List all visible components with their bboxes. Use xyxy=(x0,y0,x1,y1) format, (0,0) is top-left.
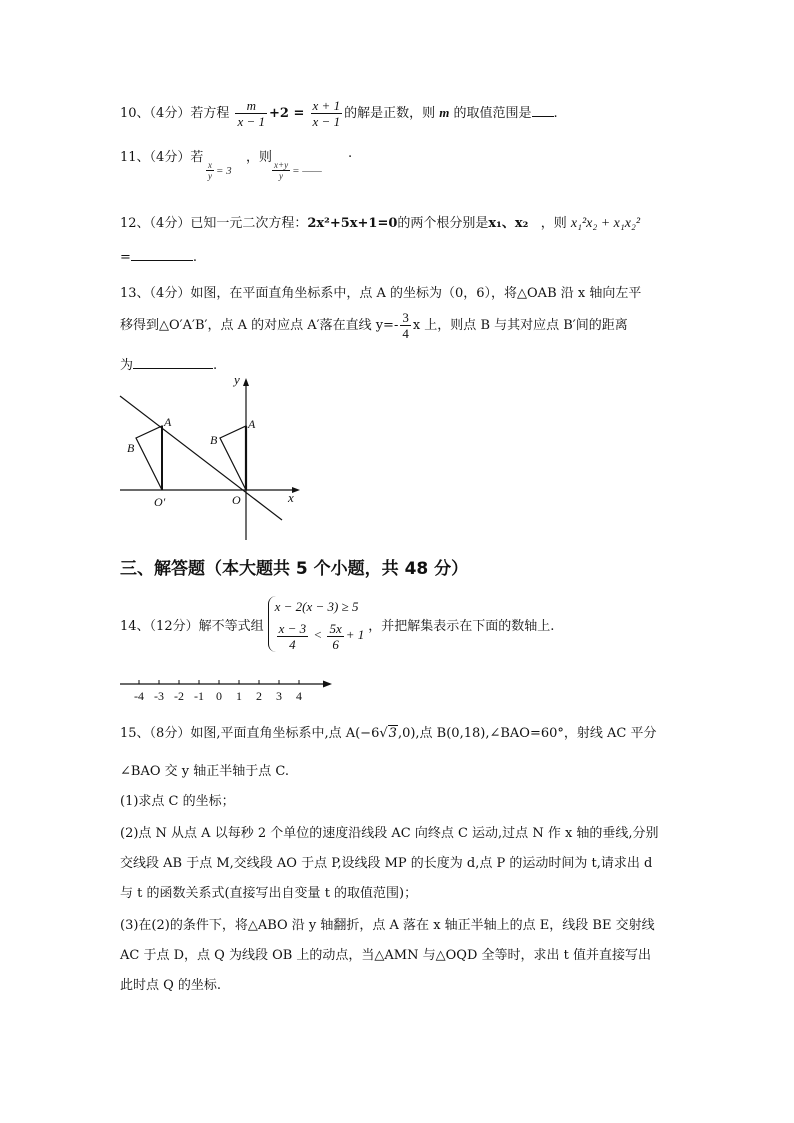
equals-sign: = xyxy=(120,250,131,265)
target-expression: x₁²x₂ + x₁x₂² xyxy=(570,216,641,231)
fraction-5x-over-6 xyxy=(327,621,343,652)
number-line-tick-label: -2 xyxy=(174,689,184,703)
fraction-denominator: x − 1 xyxy=(237,114,266,129)
plus-one: + 1 xyxy=(345,627,365,642)
number-line-tick-label: 1 xyxy=(236,689,242,703)
fraction-x-plus-1-over-x-minus-1 xyxy=(311,98,343,129)
o-prime-label: O′ xyxy=(154,495,166,509)
q11-condition-formula xyxy=(204,160,232,181)
inequality-2 xyxy=(275,618,365,652)
question-score: （12分） xyxy=(149,618,199,634)
inequality-1: x − 2(x − 3) ≥ 5 xyxy=(274,599,359,614)
question-12 xyxy=(120,212,640,232)
fraction-denominator: y xyxy=(279,171,284,181)
number-line-tick-label: 0 xyxy=(216,689,222,703)
question-text: 的解是正数，则 xyxy=(344,106,436,121)
question-13-line-3: 为 . xyxy=(120,358,218,373)
number-line-tick-label: -4 xyxy=(134,689,144,703)
fraction-m-over-x-minus-1 xyxy=(235,98,267,129)
question-text: x 上，则点 B 与其对应点 B′间的距离 xyxy=(412,318,628,333)
y-axis-label: y xyxy=(234,372,240,387)
question-15-part-1: (1)求点 C 的坐标； xyxy=(120,794,235,809)
fraction-x-minus-3-over-4 xyxy=(277,621,309,652)
q11-then: ，则 xyxy=(246,150,273,165)
fraction-x-plus-y-over-y xyxy=(272,160,290,181)
quadratic-equation: 2x²+5x+1=0 xyxy=(307,216,398,231)
question-10: 10、（4分）若方程 $\frac{m}{x - 1}$ +2 = $\frac{x + 1}{x - 1}$ 的解是正数，则 m 的取值范围是 . xyxy=(120,98,558,129)
question-text: 若方程 xyxy=(190,106,230,121)
question-text: 已知一元二次方程： xyxy=(190,216,308,231)
question-15-part-3-line-1: (3)在(2)的条件下，将△ABO 沿 y 轴翻折，点 A 落在 x 轴正半轴上的点 E，线段 BE 交射线 xyxy=(120,918,655,933)
fraction-denominator: x − 1 xyxy=(312,114,341,129)
number-line-tick-label: 4 xyxy=(296,689,302,703)
question-number: 11、 xyxy=(120,150,150,165)
fraction-denominator: 4 xyxy=(289,636,296,652)
question-text: 的取值范围是 xyxy=(453,106,532,121)
question-15-line-2: ∠BAO 交 y 轴正半轴于点 C. xyxy=(120,764,289,779)
a-label: A xyxy=(248,417,256,431)
q11-target-formula xyxy=(270,160,322,181)
figure-q13-coordinate-plane xyxy=(114,372,310,542)
roots: x₁、x₂ xyxy=(488,216,529,231)
fraction-numerator: 5x xyxy=(329,620,342,636)
sqrt-radicand: 3 xyxy=(388,726,397,741)
answer-blank xyxy=(133,368,213,369)
question-text: 解不等式组 xyxy=(198,618,264,634)
fraction-numerator: x − 3 xyxy=(278,620,307,636)
origin-label: O xyxy=(232,493,241,507)
fraction-numerator: x + 1 xyxy=(312,98,341,113)
question-text: ,0),点 B(0,18),∠BAO=60°，射线 AC 平分 xyxy=(397,726,657,741)
x-axis-label: x xyxy=(288,490,294,505)
inequality-system xyxy=(268,596,365,652)
question-score: （4分） xyxy=(149,150,191,165)
question-15-part-2-line-2: 交线段 AB 于点 M,交线段 AO 于点 P,设线段 MP 的长度为 d,点 P 的运动时间为 t,请求出 d xyxy=(120,856,653,871)
fraction-numerator: m xyxy=(235,98,267,114)
equals-blank: = —— xyxy=(292,165,322,177)
question-15-part-3-line-2: AC 于点 D，点 Q 为线段 OB 上的动点，当△AMN 与△OQD 全等时，求出 t 值并直接写出 xyxy=(120,948,651,963)
question-14-lead xyxy=(120,615,264,634)
question-text: 若 xyxy=(190,150,204,165)
variable-m: m xyxy=(439,105,450,120)
question-number: 10、 xyxy=(120,106,150,121)
question-text: 移得到△O′A′B′，点 A 的对应点 A′落在直线 y=- xyxy=(120,318,399,333)
question-15-part-2-line-1: (2)点 N 从点 A 以每秒 2 个单位的速度沿线段 AC 向终点 C 运动,过点 N 作 x 轴的垂线,分别 xyxy=(120,826,659,841)
question-number: 15、 xyxy=(120,726,150,741)
question-text: 如图,平面直角坐标系中,点 A(−6 xyxy=(190,726,380,741)
triangle-o-prime-a-prime-b-prime xyxy=(136,426,162,490)
fraction-denominator: y xyxy=(208,171,212,181)
question-15-line-1 xyxy=(120,722,656,741)
q12-answer-line: = . xyxy=(120,250,198,265)
sqrt-sign: √ xyxy=(379,726,388,741)
fraction-numerator: 3 xyxy=(402,310,409,325)
question-score: （4分） xyxy=(149,106,191,121)
question-score: （4分） xyxy=(149,216,191,231)
answer-blank xyxy=(131,260,193,261)
number-line-tick-label: -1 xyxy=(194,689,204,703)
q11-period: . xyxy=(348,146,353,161)
fraction-x-over-y xyxy=(206,160,214,181)
fraction-numerator: x xyxy=(208,160,212,170)
number-line-tick-label: -3 xyxy=(154,689,164,703)
question-text: 的两个根分别是 xyxy=(397,216,489,231)
fraction-denominator: 4 xyxy=(402,326,409,341)
question-14 xyxy=(120,596,554,652)
section-three-heading: 三、解答题（本大题共 5 个小题，共 48 分） xyxy=(120,559,469,579)
question-13-line-2 xyxy=(120,310,628,341)
equals-three: = 3 xyxy=(216,165,232,177)
line-y-equals-neg-three-quarters-x xyxy=(120,396,282,520)
question-text: ，并把解集表示在下面的数轴上. xyxy=(368,618,555,634)
less-than-sign: < xyxy=(313,627,323,642)
question-score: （8分） xyxy=(149,726,191,741)
number-line-tick-label: 3 xyxy=(276,689,282,703)
number-line-arrow-icon xyxy=(323,681,332,688)
fraction-numerator: x+y xyxy=(274,160,289,170)
b-label: B xyxy=(210,433,218,447)
question-text: 如图，在平面直角坐标系中，点 A 的坐标为（0，6），将△OAB 沿 x 轴向左平 xyxy=(190,286,642,301)
a-prime-label: A xyxy=(164,415,172,429)
number-line xyxy=(118,674,336,704)
question-15-part-2-line-3: 与 t 的函数关系式(直接写出自变量 t 的取值范围)； xyxy=(120,886,418,901)
triangle-oab xyxy=(220,426,246,490)
question-number: 14、 xyxy=(120,618,150,634)
question-number: 13、 xyxy=(120,286,150,301)
number-line-tick-label: 2 xyxy=(256,689,262,703)
y-axis-arrow-icon xyxy=(243,378,249,386)
b-prime-label: B xyxy=(127,441,135,455)
question-11 xyxy=(120,146,203,165)
question-text: ，则 xyxy=(540,216,567,231)
answer-blank xyxy=(532,116,554,117)
question-15-part-3-line-3: 此时点 Q 的坐标. xyxy=(120,978,222,993)
fraction-three-quarters xyxy=(400,310,411,341)
question-13-line-1 xyxy=(120,282,641,301)
plus-two: +2 = xyxy=(269,106,305,121)
question-text: 为 xyxy=(120,358,134,373)
fraction-denominator: 6 xyxy=(332,636,339,652)
question-number: 12、 xyxy=(120,216,150,231)
question-score: （4分） xyxy=(149,286,191,301)
